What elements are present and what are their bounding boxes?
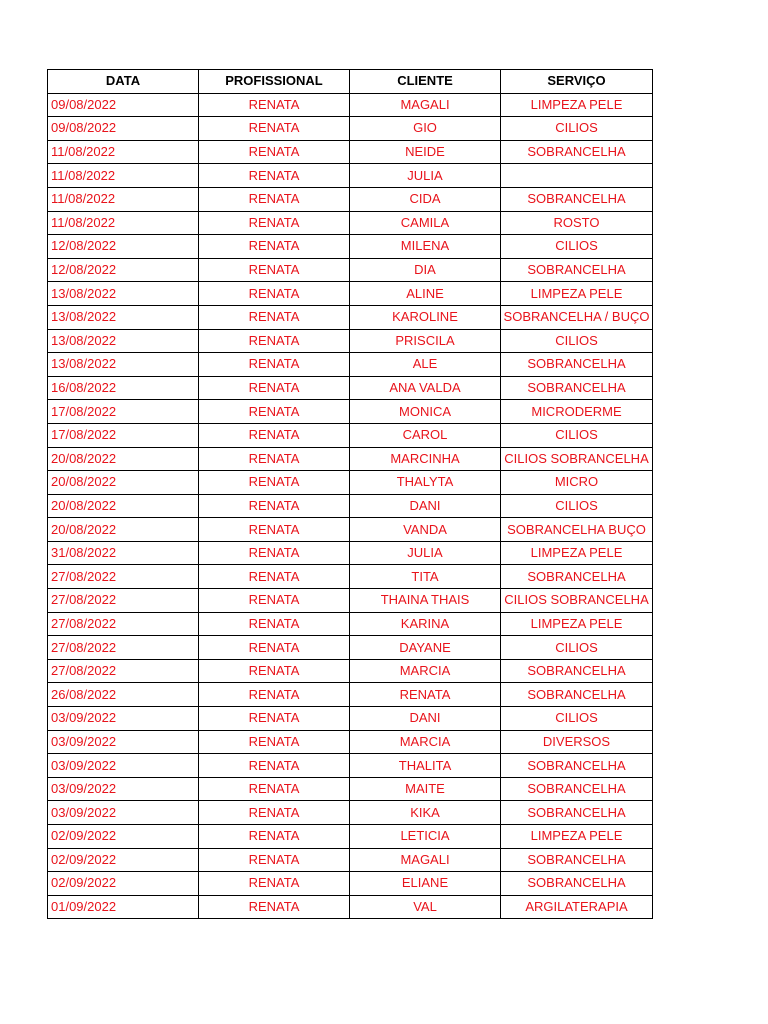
cell-profissional: RENATA	[199, 376, 350, 400]
table-row	[48, 801, 653, 825]
table-row	[48, 211, 653, 235]
cell-data: 26/08/2022	[48, 683, 199, 707]
cell-profissional: RENATA	[199, 730, 350, 754]
cell-cliente: THALYTA	[350, 471, 501, 495]
cell-servico	[501, 471, 653, 495]
cell-profissional: RENATA	[199, 400, 350, 424]
table-row	[48, 754, 653, 778]
cell-servico: SOBRANCELHA	[501, 683, 653, 707]
cell-profissional: RENATA	[199, 801, 350, 825]
cell-cliente: VAL	[350, 895, 501, 919]
cell-servico: SOBRANCELHA	[501, 872, 653, 896]
cell-servico: SOBRANCELHA	[501, 565, 653, 589]
cell-data: 27/08/2022	[48, 636, 199, 660]
appointments-table	[47, 69, 653, 919]
cell-servico: ARGILATERAPIA	[501, 895, 653, 919]
cell-servico: SOBRANCELHA BUÇO	[501, 518, 653, 542]
cell-profissional: RENATA	[199, 565, 350, 589]
cell-data: 13/08/2022	[48, 329, 199, 353]
table-row	[48, 93, 653, 117]
cell-data: 12/08/2022	[48, 258, 199, 282]
cell-cliente: RENATA	[350, 683, 501, 707]
cell-servico: LIMPEZA PELE	[501, 612, 653, 636]
cell-cliente: DIA	[350, 258, 501, 282]
cell-profissional: RENATA	[199, 825, 350, 849]
cell-cliente: DANI	[350, 494, 501, 518]
cell-data: 13/08/2022	[48, 353, 199, 377]
cell-profissional: RENATA	[199, 777, 350, 801]
cell-data: 02/09/2022	[48, 872, 199, 896]
cell-profissional: RENATA	[199, 282, 350, 306]
table-row	[48, 423, 653, 447]
cell-servico: LIMPEZA PELE	[501, 93, 653, 117]
cell-profissional: RENATA	[199, 187, 350, 211]
table-row	[48, 636, 653, 660]
cell-profissional: RENATA	[199, 659, 350, 683]
cell-cliente: THAINA THAIS	[350, 589, 501, 613]
table-row	[48, 848, 653, 872]
cell-cliente: KAROLINE	[350, 305, 501, 329]
cell-servico: CILIOS	[501, 423, 653, 447]
cell-servico: SOBRANCELHA	[501, 353, 653, 377]
cell-servico: LIMPEZA PELE	[501, 541, 653, 565]
cell-profissional: RENATA	[199, 329, 350, 353]
table-row	[48, 282, 653, 306]
cell-cliente: MONICA	[350, 400, 501, 424]
cell-servico: CILIOS	[501, 329, 653, 353]
cell-profissional: RENATA	[199, 164, 350, 188]
header-servico: SERVIÇO	[501, 70, 653, 94]
cell-data: 17/08/2022	[48, 400, 199, 424]
header-cliente: CLIENTE	[350, 70, 501, 94]
cell-cliente: MAITE	[350, 777, 501, 801]
cell-data: 03/09/2022	[48, 730, 199, 754]
table-row	[48, 329, 653, 353]
table-row	[48, 612, 653, 636]
cell-data: 20/08/2022	[48, 518, 199, 542]
cell-data: 03/09/2022	[48, 801, 199, 825]
cell-profissional: RENATA	[199, 589, 350, 613]
table-row	[48, 683, 653, 707]
cell-cliente: DANI	[350, 707, 501, 731]
cell-profissional: RENATA	[199, 707, 350, 731]
cell-data: 27/08/2022	[48, 565, 199, 589]
table-row	[48, 117, 653, 141]
cell-data: 11/08/2022	[48, 187, 199, 211]
cell-data: 27/08/2022	[48, 589, 199, 613]
cell-cliente: LETICIA	[350, 825, 501, 849]
table-row	[48, 305, 653, 329]
table-row	[48, 895, 653, 919]
table-row	[48, 872, 653, 896]
cell-data: 01/09/2022	[48, 895, 199, 919]
table-row	[48, 258, 653, 282]
cell-data: 03/09/2022	[48, 707, 199, 731]
cell-data: 03/09/2022	[48, 754, 199, 778]
cell-cliente: ANA VALDA	[350, 376, 501, 400]
cell-cliente: ELIANE	[350, 872, 501, 896]
cell-servico: SOBRANCELHA	[501, 848, 653, 872]
header-data: DATA	[48, 70, 199, 94]
cell-profissional: RENATA	[199, 471, 350, 495]
cell-profissional: RENATA	[199, 140, 350, 164]
cell-servico: SOBRANCELHA	[501, 140, 653, 164]
cell-data: 13/08/2022	[48, 282, 199, 306]
cell-data: 20/08/2022	[48, 471, 199, 495]
table-row	[48, 494, 653, 518]
cell-profissional: RENATA	[199, 518, 350, 542]
cell-servico-text: MICRO	[554, 474, 599, 490]
table-row	[48, 589, 653, 613]
cell-profissional: RENATA	[199, 447, 350, 471]
cell-data: 31/08/2022	[48, 541, 199, 565]
cell-profissional: RENATA	[199, 353, 350, 377]
cell-servico: CILIOS SOBRANCELHA	[501, 447, 653, 471]
cell-servico: CILIOS	[501, 707, 653, 731]
cell-servico: CILIOS	[501, 235, 653, 259]
table-row	[48, 164, 653, 188]
cell-cliente: KARINA	[350, 612, 501, 636]
cell-cliente: MARCINHA	[350, 447, 501, 471]
cell-data: 02/09/2022	[48, 848, 199, 872]
cell-cliente: MAGALI	[350, 93, 501, 117]
cell-data: 02/09/2022	[48, 825, 199, 849]
cell-servico: CILIOS	[501, 117, 653, 141]
cell-data: 20/08/2022	[48, 447, 199, 471]
cell-profissional: RENATA	[199, 235, 350, 259]
cell-cliente: MILENA	[350, 235, 501, 259]
cell-profissional: RENATA	[199, 541, 350, 565]
table-row	[48, 235, 653, 259]
table-row	[48, 447, 653, 471]
cell-servico: LIMPEZA PELE	[501, 282, 653, 306]
cell-data: 09/08/2022	[48, 93, 199, 117]
cell-cliente: MARCIA	[350, 659, 501, 683]
cell-cliente: JULIA	[350, 164, 501, 188]
header-row	[48, 70, 653, 94]
table-row	[48, 777, 653, 801]
cell-servico: SOBRANCELHA	[501, 801, 653, 825]
cell-profissional: RENATA	[199, 848, 350, 872]
cell-cliente: MARCIA	[350, 730, 501, 754]
cell-cliente: GIO	[350, 117, 501, 141]
cell-data: 20/08/2022	[48, 494, 199, 518]
cell-profissional: RENATA	[199, 612, 350, 636]
cell-data: 27/08/2022	[48, 612, 199, 636]
cell-profissional: RENATA	[199, 636, 350, 660]
table-row	[48, 707, 653, 731]
table-row	[48, 825, 653, 849]
cell-data: 27/08/2022	[48, 659, 199, 683]
cell-profissional: RENATA	[199, 895, 350, 919]
cell-cliente: JULIA	[350, 541, 501, 565]
cell-servico: SOBRANCELHA	[501, 258, 653, 282]
cell-cliente: DAYANE	[350, 636, 501, 660]
cell-data: 13/08/2022	[48, 305, 199, 329]
cell-cliente: CAROL	[350, 423, 501, 447]
cell-servico-text: MICRODERME	[531, 403, 622, 419]
cell-servico: CILIOS	[501, 636, 653, 660]
cell-profissional: RENATA	[199, 305, 350, 329]
header-profissional: PROFISSIONAL	[199, 70, 350, 94]
table-row	[48, 565, 653, 589]
cell-servico: SOBRANCELHA	[501, 376, 653, 400]
cell-data: 09/08/2022	[48, 117, 199, 141]
cell-servico: SOBRANCELHA	[501, 659, 653, 683]
cell-profissional: RENATA	[199, 258, 350, 282]
cell-profissional: RENATA	[199, 683, 350, 707]
cell-servico: CILIOS SOBRANCELHA	[501, 589, 653, 613]
cell-profissional: RENATA	[199, 211, 350, 235]
cell-cliente: VANDA	[350, 518, 501, 542]
cell-profissional: RENATA	[199, 754, 350, 778]
cell-profissional: RENATA	[199, 93, 350, 117]
cell-cliente: MAGALI	[350, 848, 501, 872]
cell-servico: SOBRANCELHA	[501, 777, 653, 801]
table-row	[48, 730, 653, 754]
cell-profissional: RENATA	[199, 423, 350, 447]
cell-cliente: CAMILA	[350, 211, 501, 235]
cell-cliente: ALE	[350, 353, 501, 377]
cell-servico: CILIOS	[501, 494, 653, 518]
table-row	[48, 471, 653, 495]
cell-servico	[501, 211, 653, 235]
cell-cliente: KIKA	[350, 801, 501, 825]
cell-servico: SOBRANCELHA	[501, 754, 653, 778]
cell-servico	[501, 164, 653, 188]
table-row	[48, 353, 653, 377]
cell-data: 16/08/2022	[48, 376, 199, 400]
cell-servico: SOBRANCELHA / BUÇO	[501, 305, 653, 329]
cell-data: 11/08/2022	[48, 164, 199, 188]
cell-servico-text: ROSTO	[553, 214, 600, 230]
table-row	[48, 541, 653, 565]
cell-profissional: RENATA	[199, 117, 350, 141]
cell-data: 03/09/2022	[48, 777, 199, 801]
cell-servico: DIVERSOS	[501, 730, 653, 754]
table-row	[48, 140, 653, 164]
cell-profissional: RENATA	[199, 494, 350, 518]
cell-cliente: THALITA	[350, 754, 501, 778]
cell-data: 11/08/2022	[48, 211, 199, 235]
table-row	[48, 659, 653, 683]
table-row	[48, 518, 653, 542]
cell-data: 12/08/2022	[48, 235, 199, 259]
table-row	[48, 376, 653, 400]
cell-servico	[501, 400, 653, 424]
cell-cliente: CIDA	[350, 187, 501, 211]
cell-cliente: PRISCILA	[350, 329, 501, 353]
table-row	[48, 400, 653, 424]
cell-profissional: RENATA	[199, 872, 350, 896]
table-row	[48, 187, 653, 211]
cell-servico: SOBRANCELHA	[501, 187, 653, 211]
cell-servico: LIMPEZA PELE	[501, 825, 653, 849]
cell-cliente: NEIDE	[350, 140, 501, 164]
cell-data: 11/08/2022	[48, 140, 199, 164]
cell-cliente: TITA	[350, 565, 501, 589]
cell-data: 17/08/2022	[48, 423, 199, 447]
cell-cliente: ALINE	[350, 282, 501, 306]
